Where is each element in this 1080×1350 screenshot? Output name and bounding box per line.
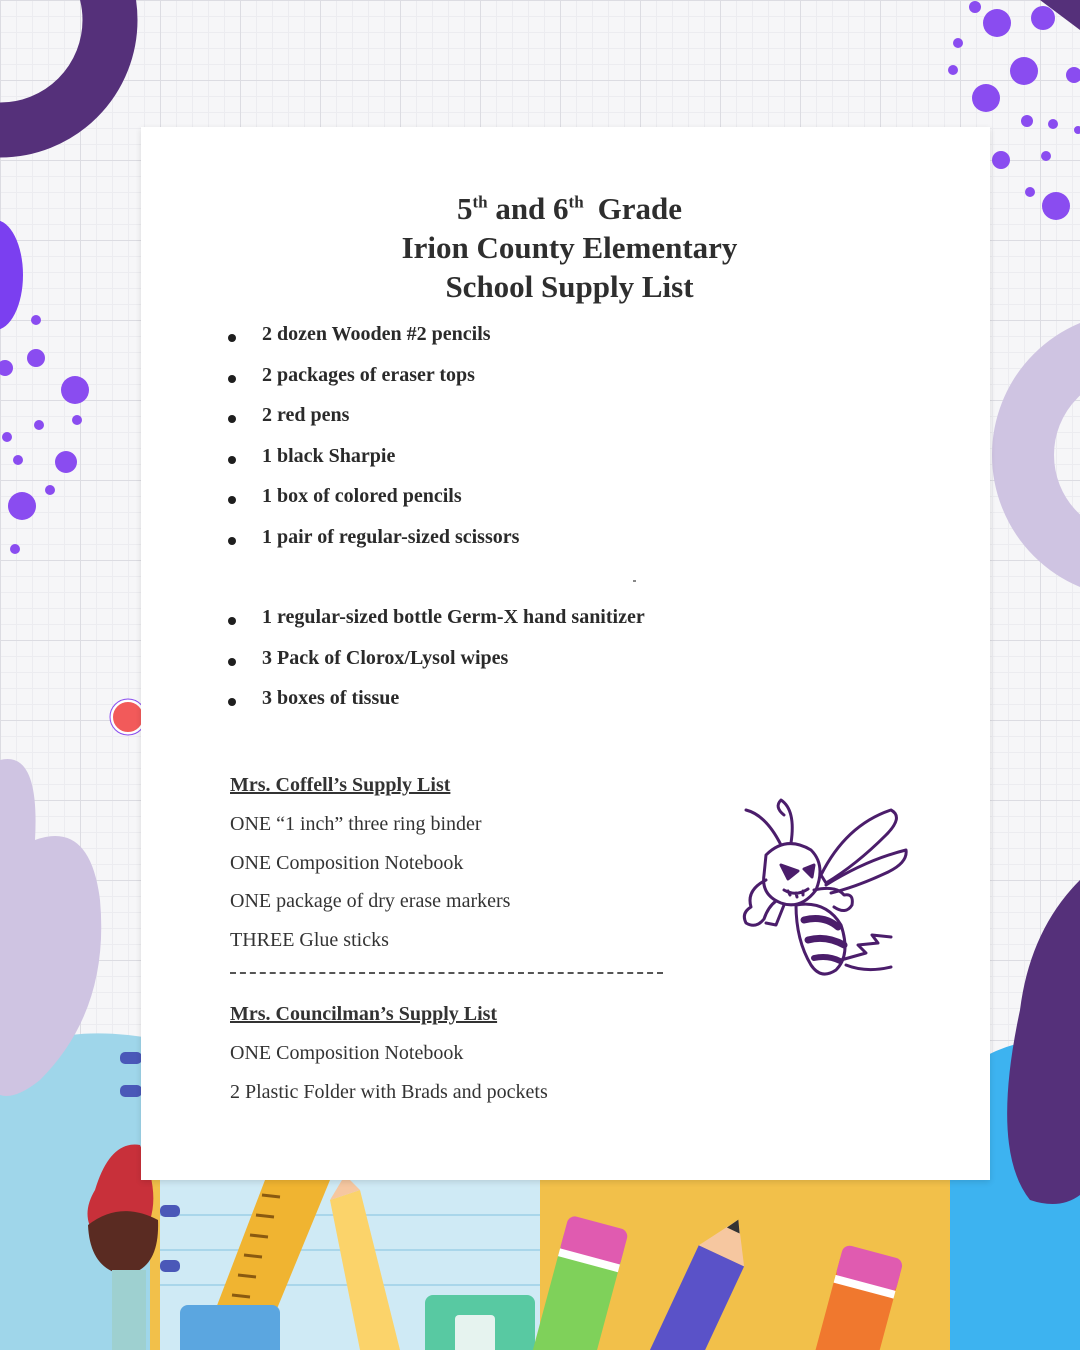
hornet-mascot-icon (726, 795, 911, 985)
title-line-1: 5th and 6th Grade (456, 191, 683, 226)
coffell-supply-section (230, 774, 510, 967)
list-item: ONE Composition Notebook (230, 851, 464, 874)
dashed-divider (230, 972, 663, 974)
list-item: 3 boxes of tissue (225, 687, 645, 728)
list-item: 3 Pack of Clorox/Lysol wipes (225, 647, 645, 688)
lavender-ring-decoration (1023, 343, 1080, 567)
list-item: 1 black Sharpie (225, 445, 519, 486)
councilman-supply-section (230, 1003, 548, 1119)
list-item: ONE Composition Notebook (230, 1042, 464, 1064)
purple-blob-decoration (0, 220, 23, 330)
purple-leaf-decoration (1007, 880, 1080, 1204)
document-title (141, 189, 990, 306)
list-item: ONE package of dry erase markers (230, 890, 511, 912)
general-supply-list (225, 323, 519, 567)
list-item: THREE Glue sticks (230, 928, 389, 951)
list-item: 2 Plastic Folder with Brads and pockets (230, 1080, 548, 1103)
list-item: 2 red pens (225, 404, 519, 445)
list-item: 2 dozen Wooden #2 pencils (225, 323, 519, 364)
supply-list-document (141, 127, 990, 1180)
title-line-2: Irion County Elementary (401, 230, 738, 265)
general-supply-list-continued (225, 606, 645, 728)
coffell-heading: Mrs. Coffell’s Supply List (230, 774, 451, 796)
scan-speck (633, 580, 636, 582)
list-item: 2 packages of eraser tops (225, 364, 519, 405)
councilman-heading: Mrs. Councilman’s Supply List (230, 1003, 498, 1025)
list-item: 1 pair of regular-sized scissors (225, 526, 519, 567)
dots-decoration-left (0, 315, 89, 554)
red-dot-decoration (112, 701, 144, 733)
purple-ring-decoration (0, 0, 110, 130)
title-line-3: School Supply List (445, 269, 694, 304)
list-item: ONE “1 inch” three ring binder (230, 813, 482, 835)
list-item: 1 box of colored pencils (225, 485, 519, 526)
list-item: 1 regular-sized bottle Germ-X hand sanitizer (225, 606, 645, 647)
